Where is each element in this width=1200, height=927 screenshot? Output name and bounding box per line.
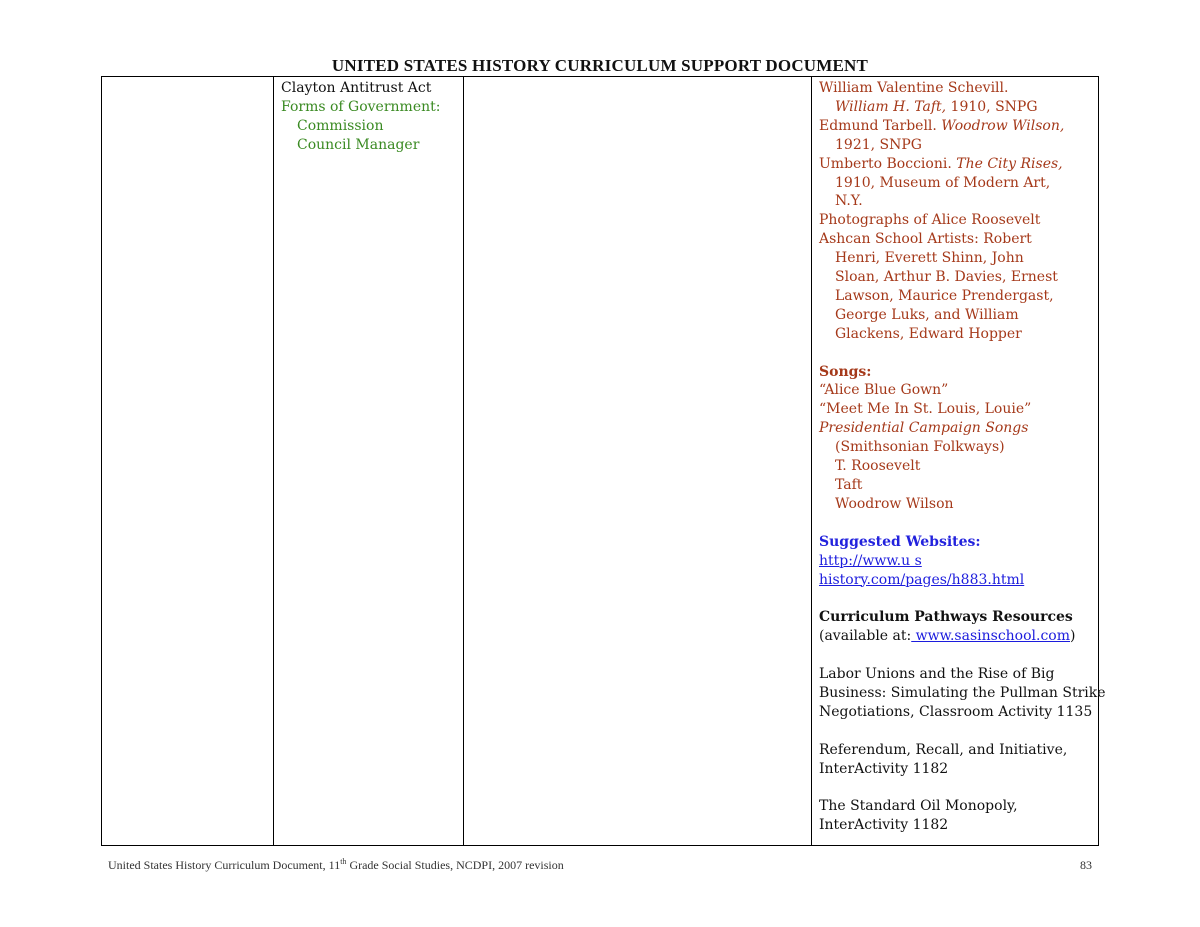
sasinschool-link[interactable]: www.sasinschool.com [911, 628, 1071, 645]
content-column [281, 79, 440, 155]
tarbell-work: Woodrow Wilson, [936, 117, 1065, 134]
website-link[interactable]: http://www.u s [819, 552, 922, 569]
available-suffix: ) [1070, 628, 1076, 645]
ashcan-line: Sloan, Arthur B. Davies, Ernest [835, 269, 1058, 286]
schevill-name: William Valentine Schevill. [819, 80, 1009, 96]
column-divider [463, 77, 464, 845]
footer-text: Grade Social Studies, NCDPI, 2007 revision [346, 858, 564, 872]
website-link[interactable]: history.com/pages/h883.html [819, 571, 1025, 588]
folkways: (Smithsonian Folkways) [835, 439, 1005, 456]
labor-activity: Business: Simulating the Pullman Strike [819, 684, 1106, 701]
page-title: UNITED STATES HISTORY CURRICULUM SUPPORT DOCUMENT [331, 56, 869, 75]
schevill-work-line [819, 98, 1106, 117]
tarbell-name: Edmund Tarbell. [819, 117, 937, 134]
spacer [819, 589, 1106, 608]
spacer [819, 778, 1106, 797]
ashcan-line: Henri, Everett Shinn, John [835, 250, 1024, 267]
oil-activity: The Standard Oil Monopoly, [819, 798, 1018, 815]
ashcan-line: Ashcan School Artists: Robert [819, 231, 1032, 248]
clayton-act: Clayton Antitrust Act [281, 80, 432, 96]
songs-heading: Songs: [819, 363, 872, 380]
ashcan-line: Lawson, Maurice Prendergast, [835, 287, 1054, 304]
schevill-rest: 1910, SNPG [946, 98, 1038, 115]
campaign-songs: Presidential Campaign Songs [819, 420, 1029, 437]
spacer [819, 344, 1106, 363]
schevill-work: William H. Taft, [835, 98, 947, 115]
column-divider [811, 77, 812, 845]
campaign-song-item: T. Roosevelt [835, 458, 921, 475]
boccioni-name: Umberto Boccioni. [819, 155, 952, 172]
ashcan-line: George Luks, and William [835, 306, 1019, 323]
boccioni-line [819, 155, 1106, 174]
available-at-line [819, 627, 1106, 646]
labor-activity: Labor Unions and the Rise of Big [819, 666, 1055, 683]
ashcan-line: Glackens, Edward Hopper [835, 325, 1022, 342]
oil-activity: InterActivity 1182 [819, 817, 949, 834]
spacer [819, 514, 1106, 533]
boccioni-rest-2: N.Y. [835, 193, 863, 210]
column-divider [273, 77, 274, 845]
resources-column [819, 79, 1106, 835]
tarbell-rest: 1921, SNPG [835, 136, 922, 153]
footer-citation [108, 857, 564, 873]
roosevelt-photos: Photographs of Alice Roosevelt [819, 212, 1041, 229]
boccioni-work: The City Rises, [951, 155, 1063, 172]
referendum-activity: InterActivity 1182 [819, 760, 949, 777]
labor-activity: Negotiations, Classroom Activity 1135 [819, 703, 1093, 720]
available-prefix: (available at: [819, 628, 912, 645]
song-item: “Alice Blue Gown” [819, 382, 949, 399]
footer-text: United States History Curriculum Document, 11 [108, 858, 341, 872]
page-number: 83 [1080, 858, 1092, 872]
footer-superscript: th [340, 857, 347, 866]
websites-heading: Suggested Websites: [819, 533, 981, 550]
commission: Commission [297, 117, 384, 134]
tarbell-line [819, 117, 1106, 136]
referendum-activity: Referendum, Recall, and Initiative, [819, 741, 1068, 758]
spacer [819, 646, 1106, 665]
campaign-song-item: Taft [835, 477, 863, 494]
campaign-song-item: Woodrow Wilson [835, 495, 954, 512]
forms-of-government: Forms of Government: [281, 98, 441, 115]
spacer [819, 722, 1106, 741]
council-manager: Council Manager [297, 136, 420, 153]
song-item: “Meet Me In St. Louis, Louie” [819, 401, 1032, 418]
pathways-heading: Curriculum Pathways Resources [819, 609, 1073, 626]
boccioni-rest-1: 1910, Museum of Modern Art, [835, 174, 1051, 191]
curriculum-table [101, 76, 1106, 846]
